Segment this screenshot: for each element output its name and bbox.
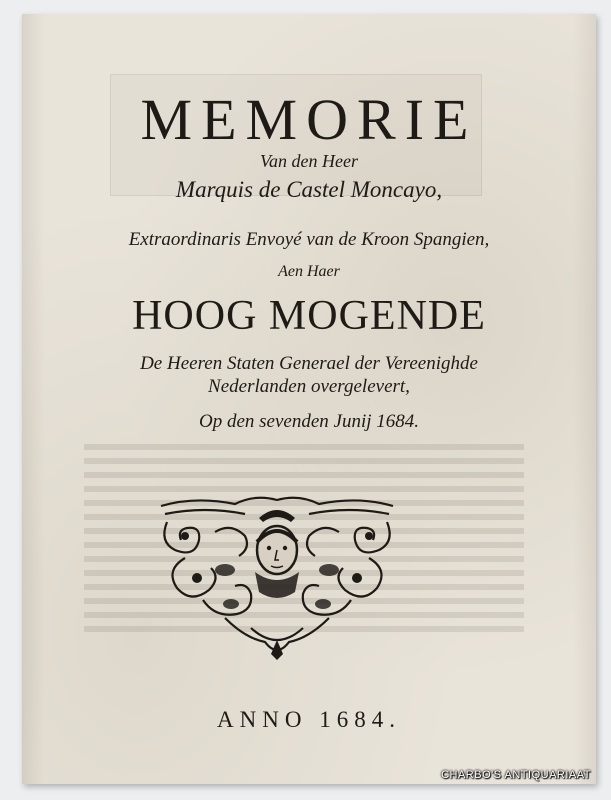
- face-figure: [255, 526, 299, 598]
- subtitle-line-1: Van den Heer: [260, 151, 358, 171]
- subtitle-line-2: Marquis de Castel Moncayo,: [175, 177, 443, 202]
- woodcut-ornament: [155, 492, 399, 660]
- document-title: MEMORIE: [140, 87, 478, 152]
- dealer-watermark: CHARBO'S ANTIQUARIAAT: [441, 769, 591, 781]
- subtitle-line-4: Aen Haer: [278, 263, 340, 280]
- addressee-detail-line-2: Nederlanden overgelevert,: [208, 376, 410, 397]
- subtitle-line-3: Extraordinaris Envoyé van de Kroon Spangien,: [128, 229, 490, 250]
- addressee-detail: [22, 352, 596, 398]
- addressee-detail-line-1: De Heeren Staten Generael der Vereenighde: [140, 353, 478, 374]
- document-page: [22, 14, 596, 784]
- date-line: Op den sevenden Junij 1684.: [198, 411, 420, 432]
- addressee-heading: HOOG MOGENDE: [132, 293, 486, 339]
- year-footer: ANNO 1684.: [217, 707, 401, 732]
